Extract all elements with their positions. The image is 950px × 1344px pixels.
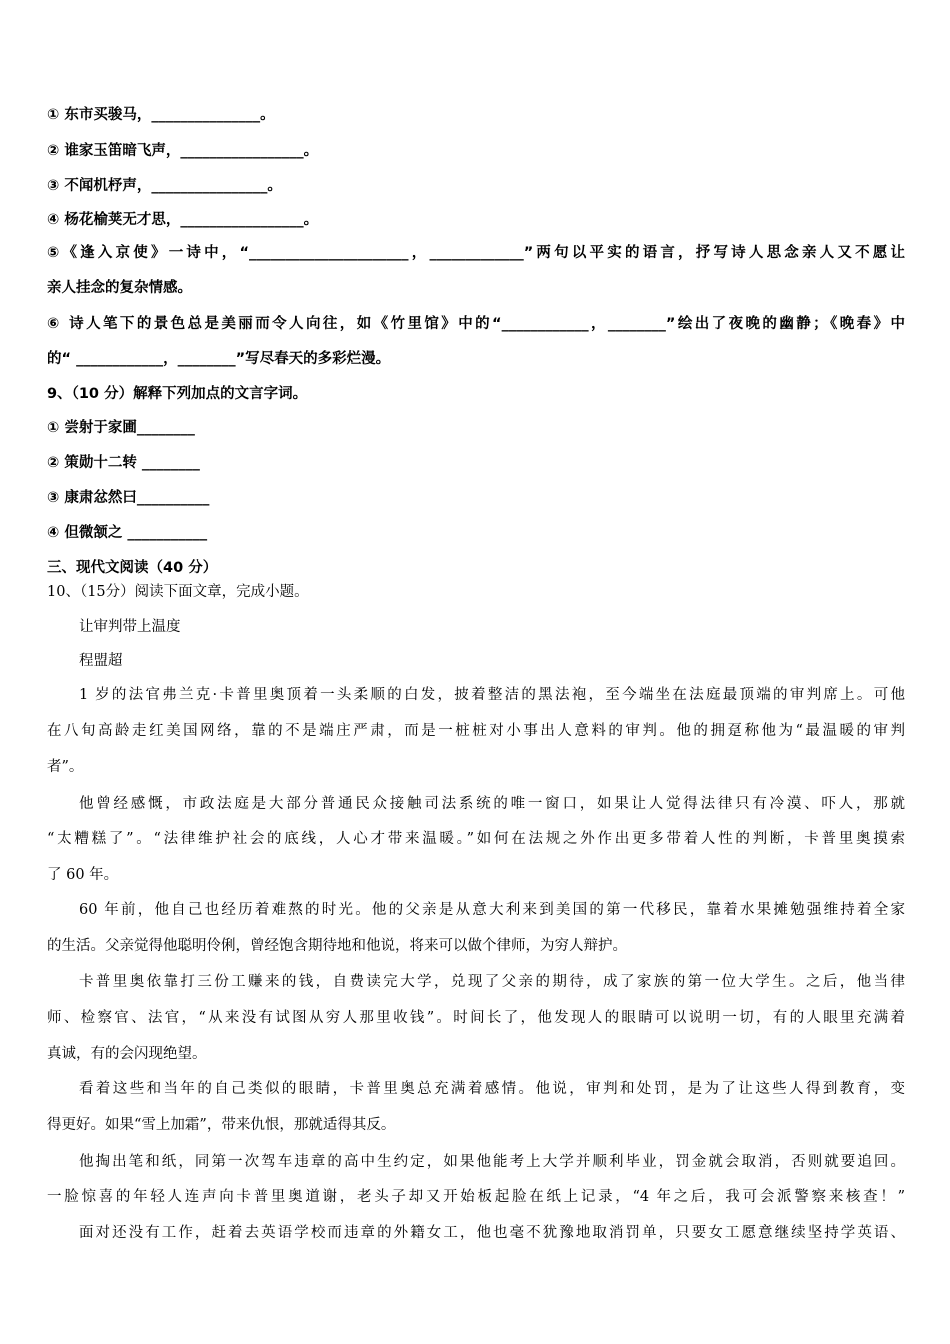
article-title: 让审判带上温度 [79, 619, 181, 635]
article-line: 得更好。如果“雪上加霜”，带来仇恨，那就适得其反。 [47, 1117, 396, 1133]
poetry-item-5-cont: 亲人挂念的复杂情感。 [47, 280, 192, 296]
poetry-item-6: ⑥ 诗人笔下的景色总是美丽而令人向往，如《竹里馆》中的“____________，________”绘出了夜晚的幽静；《晚春》中 [47, 316, 905, 332]
article-line: 者”。 [47, 759, 84, 775]
article-line: 1 岁的法官弗兰克·卡普里奥顶着一头柔顺的白发，披着整洁的黑法袍，至今端坐在法庭最顶端的审判席上。可他 [79, 687, 905, 703]
article-line: 一脸惊喜的年轻人连声向卡普里奥道谢，老头子却又开始板起脸在纸上记录，“4 年之后，我可会派警察来核查！” [47, 1189, 905, 1205]
article-line: 卡普里奥依靠打三份工赚来的钱，自费读完大学，兑现了父亲的期待，成了家族的第一位大学生。之后，他当律 [79, 974, 905, 990]
article-line: 60 年前，他自己也经历着难熬的时光。他的父亲是从意大利来到美国的第一代移民，靠着水果摊勉强维持着全家 [79, 902, 905, 918]
q9-item-4: ④ 但微颔之 ___________ [47, 525, 208, 541]
article-line: 面对还没有工作，赶着去英语学校而违章的外籍女工，他也毫不犹豫地取消罚单，只要女工愿意继续坚持学英语、 [79, 1225, 905, 1241]
poetry-item-6-cont: 的“ ____________，________”写尽春天的多彩烂漫。 [47, 351, 391, 367]
article-line: “太糟糕了”。“法律维护社会的底线，人心才带来温暖。”如何在法规之外作出更多带着人性的判断，卡普里奥摸索 [47, 831, 905, 847]
article-line: 看着这些和当年的自己类似的眼睛，卡普里奥总充满着感情。他说，审判和处罚，是为了让这些人得到教育，变 [79, 1081, 905, 1097]
article-line: 他曾经感慨，市政法庭是大部分普通民众接触司法系统的唯一窗口，如果让人觉得法律只有冷漠、吓人，那就 [79, 796, 905, 812]
poetry-item-5: ⑤《逢入京使》一诗中，“______________________，_____________”两句以平实的语言，抒写诗人思念亲人又不愿让 [47, 245, 905, 261]
poetry-item-1: ① 东市买骏马，_______________。 [47, 107, 275, 123]
q9-title: 9、（10 分）解释下列加点的文言字词。 [47, 386, 308, 402]
article-author: 程盟超 [79, 653, 123, 669]
q9-item-3: ③ 康肃忿然曰__________ [47, 490, 210, 506]
article-line: 了 60 年。 [47, 867, 119, 883]
article-line: 在八旬高龄走红美国网络，靠的不是端庄严肃，而是一桩桩对小事出人意料的审判。他的拥趸称他为“最温暖的审判 [47, 723, 905, 739]
q9-item-2: ② 策勋十二转 ________ [47, 455, 200, 471]
article-line: 师、检察官、法官，“从来没有试图从穷人那里收钱”。时间长了，他发现人的眼睛可以说明一切，有的人眼里充满着 [47, 1010, 905, 1026]
q10-title: 10、（15分）阅读下面文章，完成小题。 [47, 584, 309, 600]
poetry-item-3: ③ 不闻机杼声，________________。 [47, 178, 282, 194]
poetry-item-4: ④ 杨花榆荚无才思，_________________。 [47, 212, 319, 228]
q9-item-1: ① 尝射于家圃________ [47, 420, 195, 436]
section-title: 三、现代文阅读（40 分） [47, 560, 218, 576]
article-line: 的生活。父亲觉得他聪明伶俐，曾经饱含期待地和他说，将来可以做个律师，为穷人辩护。 [47, 938, 627, 954]
poetry-item-2: ② 谁家玉笛暗飞声，_________________。 [47, 143, 319, 159]
article-line: 他掏出笔和纸，同第一次驾车违章的高中生约定，如果他能考上大学并顺利毕业，罚金就会取消，否则就要追回。 [79, 1154, 905, 1170]
article-line: 真诚，有的会闪现绝望。 [47, 1046, 207, 1062]
